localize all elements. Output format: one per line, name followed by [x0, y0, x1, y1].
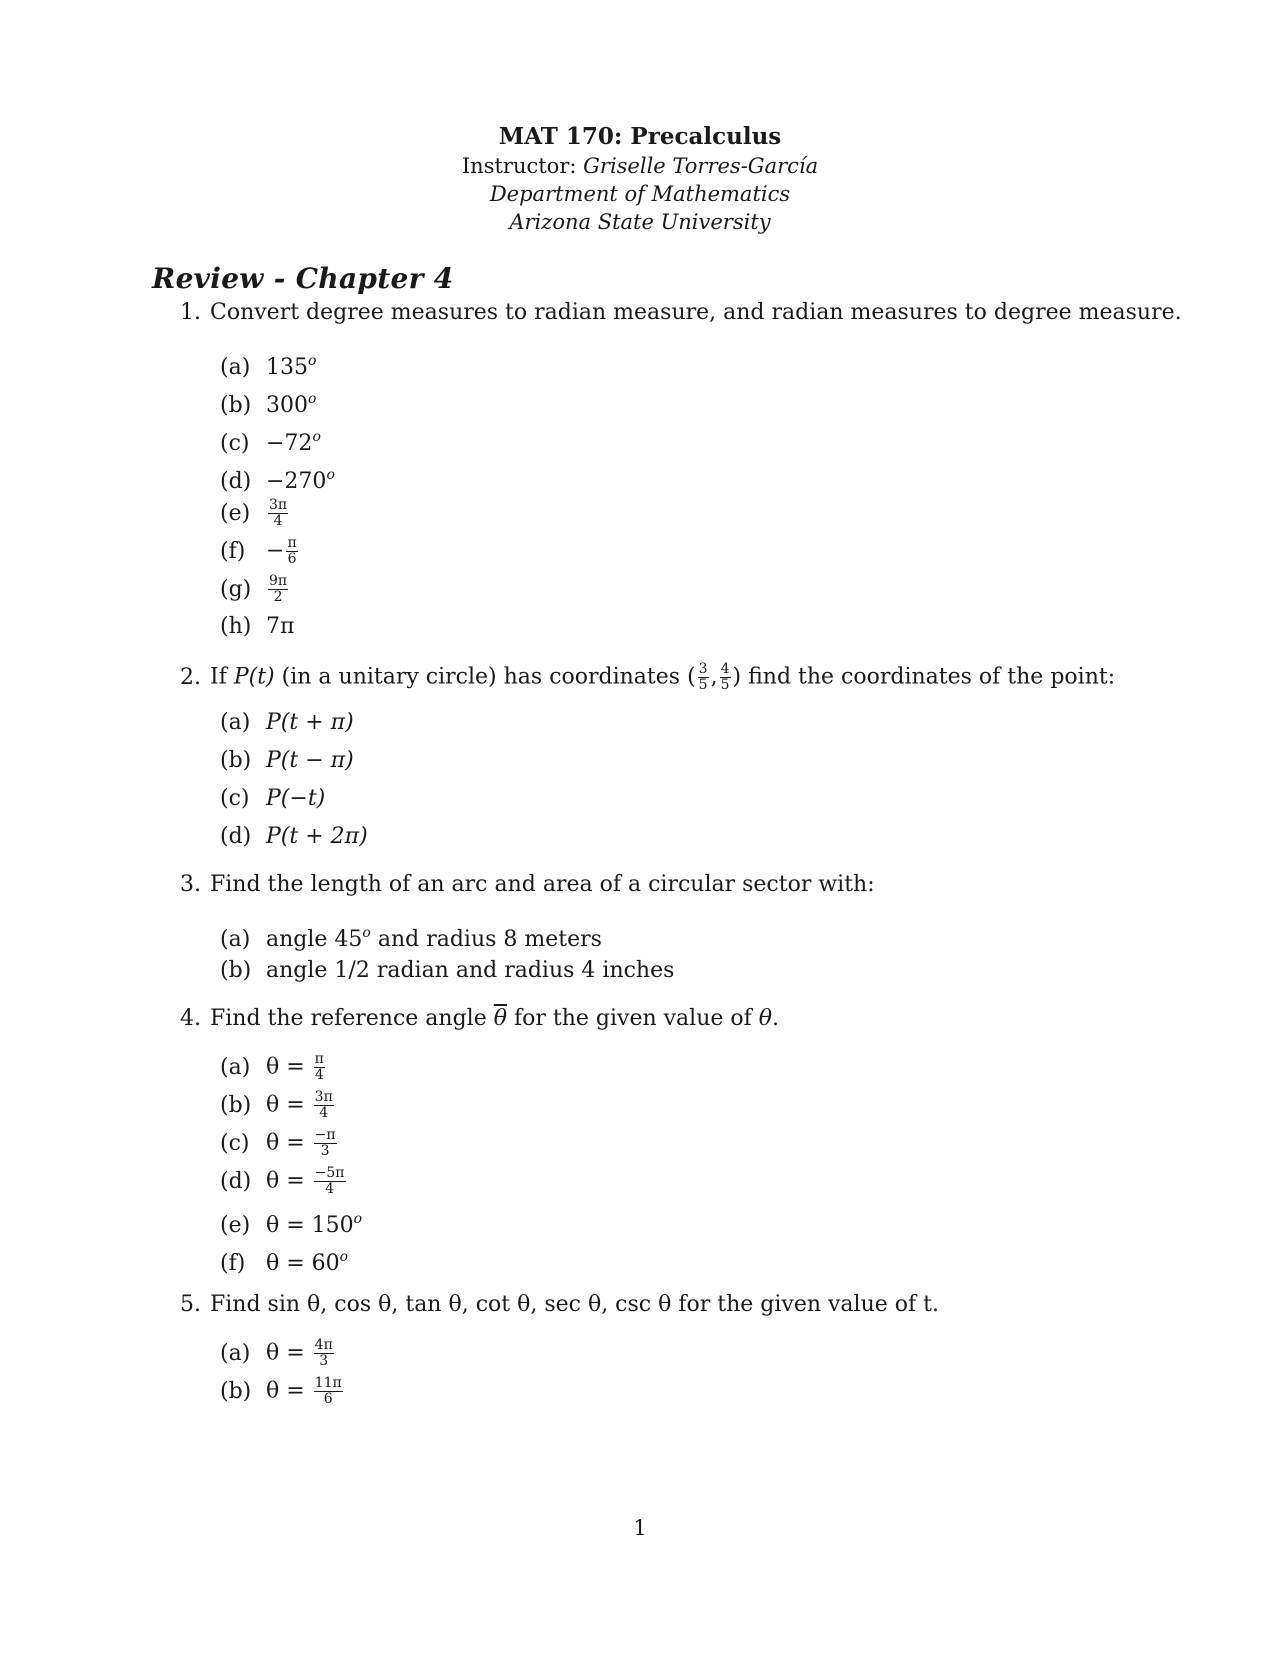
q2-item-a: (a) P(t + π) [220, 710, 354, 735]
q4-item-f: (f) $\theta = 60^o$ [220, 1249, 349, 1276]
q1-item-a: (a) 135$^o$ [220, 353, 317, 380]
q1-item-e: (e) $\frac{3\pi}{4}$ [220, 497, 288, 529]
q2-item-b: (b) P(t − π) [220, 748, 354, 773]
instructor-line [0, 152, 1280, 180]
fraction: $\frac{-5\pi}{4}$ [314, 1165, 345, 1197]
question-4: 4. Find the reference angle $\overline{\theta}$ for the given value of θ. [180, 1006, 780, 1031]
theta-bar: $\overline{\theta}$ [493, 1006, 507, 1031]
question-1 [180, 300, 1182, 325]
fraction: $\frac{\pi}{6}$ [287, 535, 297, 567]
q1-item-f: (f) − $\frac{\pi}{6}$ [220, 535, 297, 567]
q1-item-c: $(c) -72^o$ [220, 429, 321, 456]
q1-item-b: (b) 300$^o$ [220, 391, 317, 418]
fraction: $\frac{-\pi}{3}$ [314, 1127, 336, 1159]
instructor-name: Griselle Torres-García [583, 154, 819, 178]
q5-item-a: (a) θ = $\frac{4\pi}{3}$ [220, 1337, 333, 1369]
page-number: 1 [633, 1516, 647, 1540]
fraction: $\frac{\pi}{4}$ [314, 1051, 324, 1083]
q1-item-d: $(d) -270^o$ [220, 467, 335, 494]
q3-item-a: (a) angle 45$^o$ and radius 8 meters [220, 925, 602, 952]
fraction: $\frac{4\pi}{3}$ [314, 1337, 333, 1369]
q1-item-g: (g) $\frac{9\pi}{2}$ [220, 573, 288, 605]
question-5 [180, 1292, 939, 1317]
question-number: 5. [180, 1292, 201, 1317]
university: Arizona State University [509, 210, 771, 234]
question-number: 4. [180, 1006, 201, 1031]
course-title: MAT 170: Precalculus [498, 123, 782, 150]
section-title: Review - Chapter 4 [152, 262, 454, 295]
q4-item-a: (a) θ = $\frac{\pi}{4}$ [220, 1051, 324, 1083]
q2-item-c: (c) P(−t) [220, 786, 326, 811]
question-text: Find sin θ, cos θ, tan θ, cot θ, sec θ, csc θ for the given value of t. [210, 1292, 939, 1317]
fraction: $\frac{11\pi}{6}$ [314, 1375, 342, 1407]
q2-item-d: (d) P(t + 2π) [220, 824, 368, 849]
document-header [0, 122, 1280, 236]
fraction: $\frac{3}{5}$ [698, 661, 708, 693]
fraction: $\frac{3\pi}{4}$ [314, 1089, 333, 1121]
question-number: 3. [180, 872, 201, 897]
q1-item-h: (h) 7π [220, 614, 295, 639]
fraction: $\frac{3\pi}{4}$ [269, 497, 288, 529]
q4-item-c: (c) θ = $\frac{-\pi}{3}$ [220, 1127, 336, 1159]
fraction: $\frac{9\pi}{2}$ [269, 573, 288, 605]
question-2: 2. If P(t) (in a unitary circle) has coordinates ( $\frac{3}{5}$ , $\frac{4}{5}$ ) find the coordinates of the point: [180, 661, 1116, 693]
question-number: 2. [180, 664, 201, 690]
fraction: $\frac{4}{5}$ [720, 661, 730, 693]
q4-item-d: (d) θ = $\frac{-5\pi}{4}$ [220, 1165, 345, 1197]
question-text: Convert degree measures to radian measure, and radian measures to degree measure. [210, 300, 1182, 325]
q5-item-b: (b) θ = $\frac{11\pi}{6}$ [220, 1375, 342, 1407]
instructor-label: Instructor: [461, 154, 577, 178]
question-3 [180, 872, 875, 897]
question-text: Find the length of an arc and area of a circular sector with: [210, 872, 875, 897]
question-number: 1. [180, 300, 201, 325]
q4-item-b: (b) θ = $\frac{3\pi}{4}$ [220, 1089, 333, 1121]
q3-item-b: (b) angle 1/2 radian and radius 4 inches [220, 958, 675, 983]
q4-item-e: (e) $\theta = 150^o$ [220, 1211, 363, 1238]
department: Department of Mathematics [489, 182, 791, 206]
